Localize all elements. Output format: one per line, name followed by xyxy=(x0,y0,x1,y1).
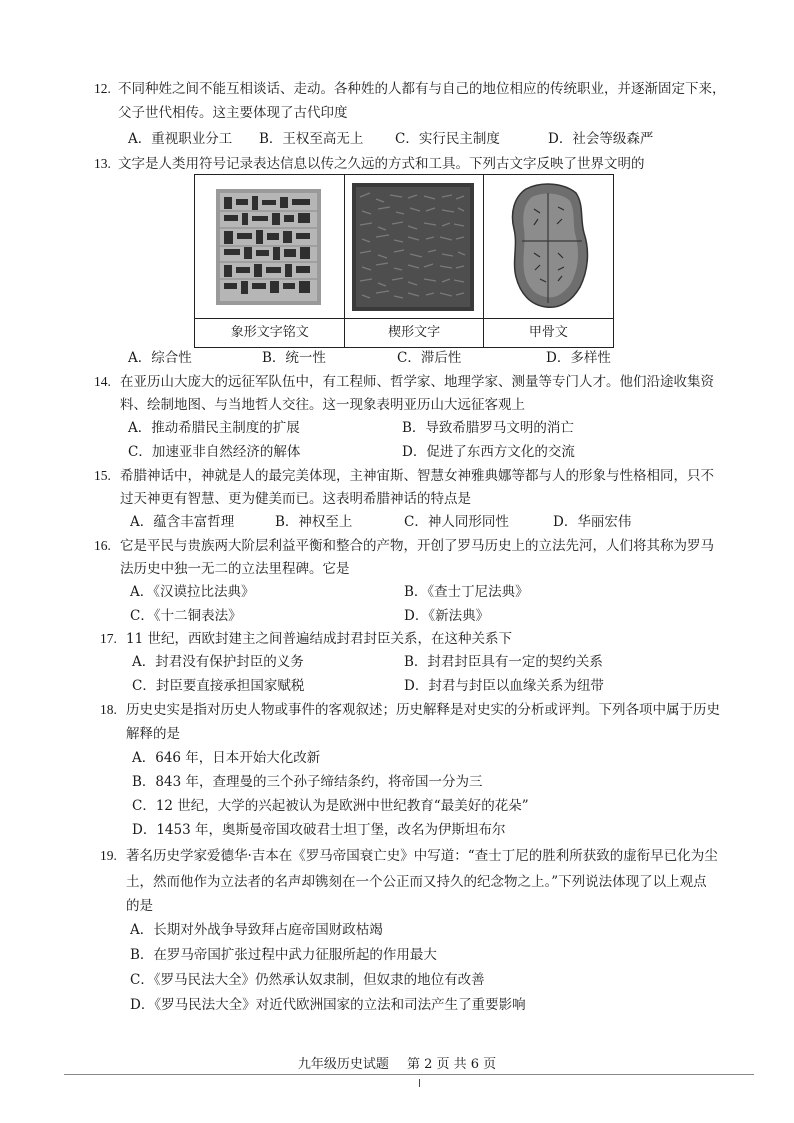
page-footer xyxy=(0,1053,794,1072)
page-number: 第 2 页 共 6 页 xyxy=(406,1057,497,1072)
question-stem-line: 历史史实是指对历史人物或事件的客观叙述；历史解释是对史实的分析或评判。下列各项中属于历史 xyxy=(126,702,720,718)
question-stem-line: 著名历史学家爱德华·吉本在《罗马帝国衰亡史》中写道：“查士丁尼的胜利所获致的虚衔早已化为尘 xyxy=(126,848,718,864)
option-b[interactable]: B．843 年，查理曼的三个孙子缔结条约，将帝国一分为三 xyxy=(132,774,483,790)
figure-caption: 象形文字铭文 xyxy=(195,318,344,347)
question-stem-line: 它是平民与贵族两大阶层利益平衡和整合的产物，开创了罗马历史上的立法先河，人们将其称为罗马 xyxy=(120,538,714,554)
option-b[interactable]: B．《查士丁尼法典》 xyxy=(404,584,529,600)
question-stem-line: 解释的是 xyxy=(126,726,180,742)
option-b[interactable]: B．在罗马帝国扩张过程中武力征服所起的作用最大 xyxy=(130,947,437,963)
option-b[interactable]: B．导致希腊罗马文明的消亡 xyxy=(402,420,574,436)
option-b[interactable]: B．神权至上 xyxy=(275,514,353,530)
cuneiform-image xyxy=(345,175,482,318)
question-stem-line: 法历史中独一无二的立法里程碑。它是 xyxy=(120,561,350,577)
option-d[interactable]: D．社会等级森严 xyxy=(548,131,654,147)
question-stem-line: 希腊神话中，神就是人的最完美体现，主神宙斯、智慧女神雅典娜等都与人的形象与性格相同，只不 xyxy=(120,468,714,484)
footer-divider xyxy=(64,1074,754,1075)
option-c[interactable]: C．《罗马民法大全》仍然承认奴隶制，但奴隶的地位有改善 xyxy=(130,972,485,988)
option-a[interactable]: A．646 年，日本开始大化改新 xyxy=(132,750,321,766)
option-a[interactable]: A．《汉谟拉比法典》 xyxy=(130,584,255,600)
option-b[interactable]: B．王权至高无上 xyxy=(259,131,364,147)
figure-caption: 楔形文字 xyxy=(345,318,482,347)
option-d[interactable]: D．1453 年，奥斯曼帝国攻破君士坦丁堡，改名为伊斯坦布尔 xyxy=(132,822,506,838)
question-stem-line: 父子世代相传。这主要体现了古代印度 xyxy=(118,105,348,121)
figure-caption: 甲骨文 xyxy=(484,318,613,347)
option-c[interactable]: C．《十二铜表法》 xyxy=(130,608,242,624)
oracle-bone-image xyxy=(484,175,613,318)
exam-title: 九年级历史试题 xyxy=(297,1057,389,1072)
option-d[interactable]: D．促进了东西方文化的交流 xyxy=(402,444,575,460)
option-c[interactable]: C．12 世纪，大学的兴起被认为是欧洲中世纪教育“最美好的花朵” xyxy=(132,798,529,814)
question-number: 18. xyxy=(100,702,117,717)
ancient-scripts-figure xyxy=(194,174,614,348)
option-d[interactable]: D．华丽宏伟 xyxy=(553,514,632,530)
question-stem-line: 的是 xyxy=(126,898,153,914)
question-number: 16. xyxy=(94,538,111,553)
hieroglyph-image xyxy=(195,175,344,318)
option-a[interactable]: A．重视职业分工 xyxy=(128,131,233,147)
option-b[interactable]: B．统一性 xyxy=(262,350,326,366)
question-stem-line: 文字是人类用符号记录表达信息以传之久远的方式和工具。下列古文字反映了世界文明的 xyxy=(118,156,645,172)
question-number: 12. xyxy=(94,81,111,96)
question-stem-line: 土，然而他作为立法者的名声却镌刻在一个公正而又持久的纪念物之上。”下列说法体现了以上观点 xyxy=(126,874,707,890)
option-d[interactable]: D．多样性 xyxy=(546,350,611,366)
option-d[interactable]: D．《罗马民法大全》对近代欧洲国家的立法和司法产生了重要影响 xyxy=(130,997,526,1013)
option-c[interactable]: C．实行民主制度 xyxy=(395,131,500,147)
question-stem-line: 在亚历山大庞大的远征军队伍中，有工程师、哲学家、地理学家、测量等专门人才。他们沿途收集资 xyxy=(120,374,714,390)
center-tick-mark xyxy=(419,1079,420,1087)
question-stem-line: 11 世纪，西欧封建主之间普遍结成封君封臣关系，在这种关系下 xyxy=(126,631,512,647)
question-stem-line: 料、绘制地图、与当地哲人交往。这一现象表明亚历山大远征客观上 xyxy=(120,397,525,413)
question-number: 13. xyxy=(94,156,111,171)
option-c[interactable]: C．加速亚非自然经济的解体 xyxy=(128,444,301,460)
option-d[interactable]: D．封君与封臣以血缘关系为纽带 xyxy=(404,678,604,694)
question-number: 15. xyxy=(94,468,111,483)
question-stem-line: 不同种姓之间不能互相谈话、走动。各种姓的人都有与自己的地位相应的传统职业，并逐渐固定下来， xyxy=(118,81,726,97)
option-a[interactable]: A．长期对外战争导致拜占庭帝国财政枯竭 xyxy=(130,922,383,938)
question-stem-line: 过天神更有智慧、更为健美而已。这表明希腊神话的特点是 xyxy=(120,491,471,507)
option-a[interactable]: A．综合性 xyxy=(128,350,192,366)
question-number: 17. xyxy=(100,631,117,646)
option-c[interactable]: C．神人同形同性 xyxy=(404,514,509,530)
question-number: 14. xyxy=(94,374,111,389)
option-a[interactable]: A．推动希腊民主制度的扩展 xyxy=(128,420,300,436)
option-a[interactable]: A．蕴含丰富哲理 xyxy=(130,514,235,530)
option-c[interactable]: C．封臣要直接承担国家赋税 xyxy=(132,678,305,694)
option-d[interactable]: D．《新法典》 xyxy=(404,608,490,624)
option-b[interactable]: B．封君封臣具有一定的契约关系 xyxy=(404,654,603,670)
question-number: 19. xyxy=(100,848,117,863)
option-a[interactable]: A．封君没有保护封臣的义务 xyxy=(132,654,304,670)
option-c[interactable]: C．滞后性 xyxy=(397,350,462,366)
